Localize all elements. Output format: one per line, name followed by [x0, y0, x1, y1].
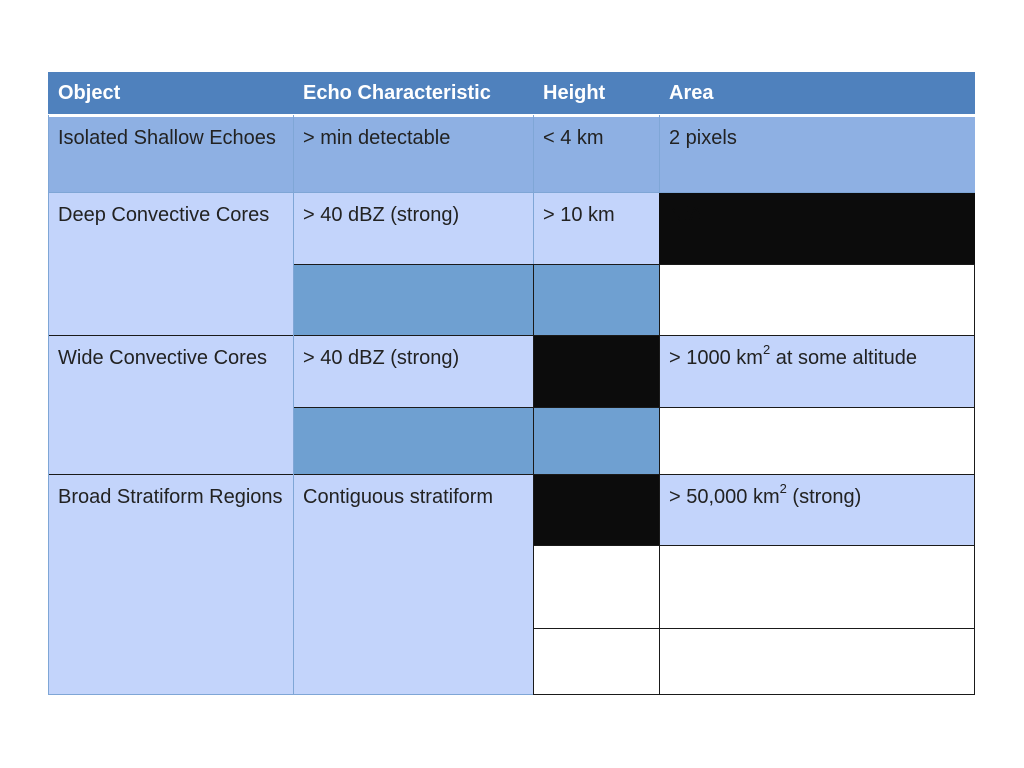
header-height: Height: [533, 72, 659, 115]
header-echo-characteristic: Echo Characteristic: [293, 72, 533, 115]
header-area: Area: [659, 72, 975, 115]
wide-area-cell: [659, 335, 975, 407]
col-divider-1: [293, 115, 294, 695]
header-divider: [48, 114, 975, 117]
col-divider-3-top: [659, 115, 660, 192]
shallow-object-cell: Isolated Shallow Echoes: [48, 115, 293, 192]
table-bottom-border-left: [48, 694, 533, 695]
wide-area-superscript: 2: [762, 342, 771, 358]
broad-area-sub-cell-1: [659, 545, 975, 628]
wide-echo-sub-cell: [293, 407, 533, 474]
wide-echo-cell: > 40 dBZ (strong): [293, 335, 533, 407]
broad-height-sub-cell-1: [533, 545, 659, 628]
row-divider-broad-sub-1: [533, 545, 975, 546]
col-divider-3: [659, 264, 660, 695]
col-divider-2-top: [533, 115, 534, 264]
broad-area-superscript: 2: [779, 481, 787, 497]
col-divider-2: [533, 264, 534, 695]
row-divider-2: [48, 335, 975, 336]
wide-height-cell: [533, 335, 659, 407]
deep-echo-sub-cell: [293, 264, 533, 335]
broad-area-sub-cell-2: [659, 628, 975, 695]
row-divider-3: [48, 474, 975, 475]
shallow-echo-cell: > min detectable: [293, 115, 533, 192]
wide-area-suffix: at some altitude: [770, 347, 917, 369]
deep-height-sub-cell: [533, 264, 659, 335]
wide-area-sub-cell: [659, 407, 975, 474]
deep-echo-cell: > 40 dBZ (strong): [293, 192, 533, 264]
broad-height-cell: [533, 474, 659, 545]
table-bottom-border-right: [533, 694, 975, 695]
header-object: Object: [48, 72, 293, 115]
wide-area-prefix: > 1000 km: [669, 347, 763, 369]
broad-echo-cell: Contiguous stratiform: [293, 474, 533, 695]
row-divider-deep-sub: [293, 264, 975, 265]
col-divider-left: [48, 115, 49, 695]
row-divider-broad-sub-2: [533, 628, 975, 629]
col-divider-right: [974, 264, 975, 695]
broad-object-cell: Broad Stratiform Regions: [48, 474, 293, 695]
broad-height-sub-cell-2: [533, 628, 659, 695]
broad-area-suffix: (strong): [786, 486, 862, 508]
broad-area-cell: [659, 474, 975, 545]
deep-area-cell: N/A: [659, 192, 975, 264]
deep-object-cell: Deep Convective Cores: [48, 192, 293, 335]
row-divider-1: [48, 192, 975, 193]
deep-area-sub-cell: [659, 264, 975, 335]
criteria-table: [48, 72, 975, 695]
row-divider-wide-sub: [293, 407, 975, 408]
wide-object-cell: Wide Convective Cores: [48, 335, 293, 474]
shallow-area-cell: 2 pixels: [659, 115, 975, 192]
wide-height-sub-cell: [533, 407, 659, 474]
broad-area-prefix: > 50,000 km: [669, 486, 780, 508]
shallow-height-cell: < 4 km: [533, 115, 659, 192]
deep-height-cell: > 10 km: [533, 192, 659, 264]
